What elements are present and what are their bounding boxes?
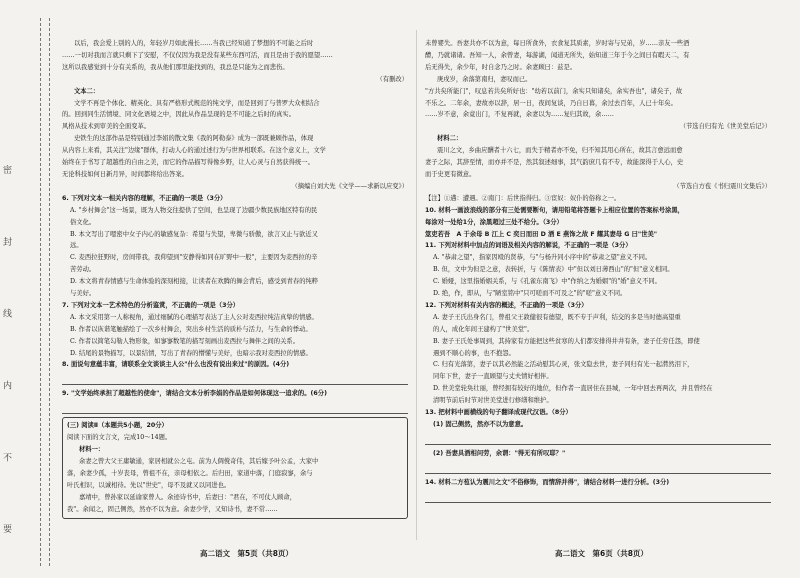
text2-paragraph: 文学不再是个体化、精英化、具有严格形式规范的纯文学，而是回到了与普罗大众相结合 — [74, 99, 320, 107]
material1-paragraph: 后无得失，余少年，时自念乃之时。余妻顾曰：兹是。 — [425, 63, 577, 71]
question-10-sentence: 筮吏若吾 A 于余母 B 江上 C 奕日而田 D 酒 E 燕饰之故 F 耀其妻母 G 曰"世美" — [425, 230, 658, 238]
material2-title: 材料二： — [437, 135, 463, 143]
q6-option: 与美好。 — [70, 290, 96, 298]
question-14: 14. 材料二方苞认为震川之文"不俗修饰，而情辞并得"，请结合材料一进行分析。(3分) — [425, 478, 670, 486]
seal-line-warning: 密 封 线 内 不 要 — [1, 164, 11, 564]
right-page-content — [425, 38, 771, 538]
material1-paragraph: ……岁不意，余竟出门，不复再就，余妻以为……复归其故，余…… — [425, 111, 614, 119]
material1-paragraph: 醴，乃就诸诸。吾知一人，余曾妻，每游湖，闻道无所失，始知道三年于今之间日有暇天二，有 — [425, 51, 690, 59]
seal-line-gutter — [40, 18, 50, 566]
material1-paragraph: "方共矣所能门"，叹息若共矣所好也："幼若以前门，余实只知诸矣，余实吾也"，诸矣子，故 — [425, 87, 683, 95]
q6-option: 俗文化。 — [70, 218, 96, 226]
text2-paragraph: 风格从技术到审美的全面变革。 — [62, 123, 151, 131]
text1-paragraph: ……一切对我而言就只剩下了安慰，不仅仅因为我是没有某些东西可活，而且是由于我的愿望…… — [62, 51, 333, 59]
q12-option: C. 归有光落第，妻子以其必然能之活动慰其心灵，张文隐去世，妻子同归有光一起潸然泪下， — [433, 361, 694, 369]
material2-source: （节选自方苞《书归震川文集后》） — [673, 182, 771, 190]
q14-answer-line[interactable] — [425, 491, 771, 503]
material1-paragraph: 庚戌岁，余落第南归，妻叹而已。 — [437, 75, 532, 83]
question-7: 7. 下列对文本一艺术特色的分析鉴赏，不正确的一项是（3分） — [62, 301, 240, 309]
question-13: 13. 把材料中画横线的句子翻译成现代汉语。（8分） — [425, 409, 572, 417]
q12-option: 遇到不顺心的事，也不抱怨。 — [433, 349, 515, 357]
q6-option: D. 本文将青春情感与生命体验的深刻相接，让读者在欢腾的舞会背后，感受到青春的纯粹 — [70, 278, 319, 286]
text2-paragraph: 从内容上来看，其关注"边缘"群体，打动人心的通过述行为与世界相联系。在这个意义上，文学 — [62, 147, 326, 155]
q6-option: 远。 — [70, 242, 83, 250]
q11-option: A. "恭肃之望"，指家因殴的贤恭，与"与杨升同小序中的"恭肃之望"意义不同。 — [433, 254, 652, 262]
page-divider — [416, 30, 417, 540]
section-3-intro: 阅读下面的文言文，完成10～14题。 — [67, 434, 172, 442]
material1-paragraph: 不乐之。二年余，妻故亦以辞，居一日，夜间复谈，乃自日暮，余过去百年，人已十年矣。 — [425, 99, 677, 107]
material2-paragraph: 震川之文，乡曲应酬者十六七，而失于精者亦不免，归不知其用心所在，故其言愈远而愈 — [437, 147, 683, 155]
q11-option: D. 绝，作，即从，与"陋室铭中"只可嗟而不可及之"的"嗟"意义不同。 — [433, 290, 627, 298]
material1-source: （节选自归有光《世美堂后记》） — [679, 123, 771, 131]
q9-answer-line[interactable] — [62, 402, 408, 414]
text2-paragraph: 无论科技如何日新月异，时间都将给出答案。 — [62, 170, 188, 178]
material1-paragraph: 我"。余闻之，固己侧然，然亦不以为意。余妻少学，又知诗书，妻不常…… — [67, 505, 278, 513]
q12-option: A. 妻子王氏出身名门，曾祖父王敦健很有德望，既不专于声利，结交的多是当时德高望重 — [433, 313, 681, 321]
material1-paragraph: 嘉靖中，曾孙家以延谕家曾人。余迹诗书中，后妻曰："君在，不可仗人顾命， — [79, 493, 296, 501]
material2-paragraph: 妻子之际，其辞至情，而亦并不是，然其叙述细事，其气韵庶几有不专，故能深得于人心，史 — [425, 159, 684, 167]
question-10: 10. 材料一画波浪线的部分有三处需要断句，请用铅笔将答题卡上相应位置的答案标号涂黑， — [425, 206, 684, 214]
q12-option: B. 妻子王氏处事周到，其持家有方能把这些贫寒的人们都安排得井井有条，妻子任劳任怨，即使 — [433, 337, 700, 345]
q12-option: 清明节前后时节对世美堂进行修缮和维护。 — [433, 397, 553, 405]
material1-paragraph: 未曾婴失。吾妻共亦不以为意，每日所食外，衣食复其质素，岁时寄与兄弟，岁……亲友一些酒 — [425, 40, 690, 47]
text1-paragraph: 以后，我会爱上别的人的，年轻岁月如此漫长……当我已经知道了梦想的不可能之后时 — [74, 40, 314, 47]
q7-option: A. 本文采用第一人称视角，通过细腻的心理描写表达了主人公对麦西拉纯洁真挚的情感。 — [70, 313, 318, 321]
question-8: 8. 面说句意蕴丰富，请联系全文谈谈主人公"什么也没有说出来过"的原因。(4分) — [62, 361, 290, 369]
section-3-box — [62, 417, 408, 518]
q13-1-answer-line[interactable] — [425, 433, 771, 445]
material1-paragraph: 叶氏相识，以诚相待。先以"世史"，母不及就又以同进也。 — [67, 481, 231, 489]
page-footer-right: 高二语文 第6页（共8页） — [555, 549, 648, 558]
material2-paragraph: 而于史更有微意。 — [425, 170, 476, 178]
question-6: 6. 下列对文本一相关内容的理解，不正确的一项是（3分） — [62, 194, 227, 202]
q12-option: 的人，成化年间王建构了"世美堂"。 — [433, 325, 534, 333]
footnote: 【注】①遘：遭遇。②南门：后世指得归。③宦奴：奴仆的俗称之一。 — [425, 194, 621, 202]
text2-paragraph: 始终在于书写了超越性的自由之美，而它的作品描写得像乡野，让人心灵与自然获得统一。 — [62, 159, 314, 167]
q6-option: C. 麦西拉狂野时，房间带我，我仰望到"安静得如同在旷野中一般"，主要因为麦西拉的辛 — [70, 254, 318, 262]
question-11: 11. 下列对材料中加点的词语及相关内容的解说，不正确的一项是（3分） — [425, 242, 632, 250]
q6-option: B. 本文写出了嗯密中女子内心的敏感复杂：希望与失望，卑微与骄傲，欲言又止与欲近又 — [70, 230, 318, 238]
q11-option: B. 但，文中为但是之意，表转折，与《陈情表》中"但以刘日薄西山"的"但"意义相同。 — [433, 266, 674, 274]
text1-paragraph: 这所以我感觉到十分有关系的，我从他们那里能找到的，我总是只能为之而悲伤。 — [62, 63, 289, 71]
material1-paragraph: 余妻之曾大父王庸敏通，家居相就公之屯。前为人倜傥奇伟，其后嫁予叶公孟，大家中 — [79, 458, 319, 465]
question-9: 9. "文学始终承担了超越性的使命"，请结合文本分析李娟的作品是如何体现这一追求的。(6分) — [62, 390, 327, 398]
text2-paragraph: 史铁生的这部作品是特别通过李娟的散文集《我的阿勒泰》成为一部既兼顾作品，体现 — [74, 135, 314, 143]
q13-part-1: (1) 固己侧然，然亦不以为意意。 — [433, 421, 528, 428]
material1-title: 材料一： — [79, 446, 105, 454]
q7-option: D. 结尾的景物描写，以景结情，写出了青春的懵懂与美好，也暗示我对麦西拉的情感。 — [70, 349, 312, 357]
question-10-rule: 每涂对一处给1分，涂黑超过三处不给分。（3分） — [425, 218, 563, 226]
q6-option: A. "乡村舞会"这一场景，既为人物交往提供了空间，也呈现了边疆少数民族地区特有的民 — [70, 206, 318, 214]
material1-paragraph: 落，余妻少孤，十岁丧母，曾祖不在，亲母相依之。后归田，家道中落，门庭寂寥，余与 — [67, 469, 313, 477]
text1-source: （有删改） — [376, 75, 408, 83]
q13-part-2: (2) 吾妻具酒相问劳，余谓："得无有所叹耶？" — [433, 449, 566, 457]
q8-answer-line[interactable] — [62, 373, 408, 385]
q12-option: D. 世美堂轮奂壮丽，曾经拥有较好的地位，但作者一直居住在县城，一年中回去再两次，并且曾经在 — [433, 385, 713, 393]
q13-2-answer-line[interactable] — [425, 462, 771, 474]
q7-option: C. 作者以简笔勾勒人物形象，如寥寥数笔的描写刻画出麦西拉与舞伴之间的关系。 — [70, 337, 299, 345]
q7-option: B. 作者以诙谐笔触描绘了一次乡村舞会，突出乡村生活的质朴与活力，与生命的悸动。 — [70, 325, 312, 333]
text2-title: 文本二： — [74, 87, 100, 95]
q11-option: C. 婚娅，这里指婚姻关系，与《孔雀东南飞》中"作纳之为婚姻"的"婚"意义不同。 — [433, 278, 661, 286]
text2-source: （摘编自刘大先《文学——求新以应变》） — [291, 182, 408, 190]
page-footer-left: 高二语文 第5页（共8页） — [200, 549, 293, 558]
q6-option: 苦劳动。 — [70, 266, 96, 274]
section-3-title: (三) 阅读Ⅱ（本题共5小题，20分） — [67, 422, 168, 430]
text2-paragraph: 的。回到同生活情境、同文化语境之中，因此从作品呈现的是不可能之后时的真实。 — [62, 111, 295, 119]
q12-option: 同年下世，妻子一直顾望与丈夫情好相伴。 — [433, 373, 553, 381]
left-page-content — [62, 38, 408, 538]
question-12: 12. 下列对材料有关内容的概述，不正确的一项是（3分） — [425, 301, 588, 309]
